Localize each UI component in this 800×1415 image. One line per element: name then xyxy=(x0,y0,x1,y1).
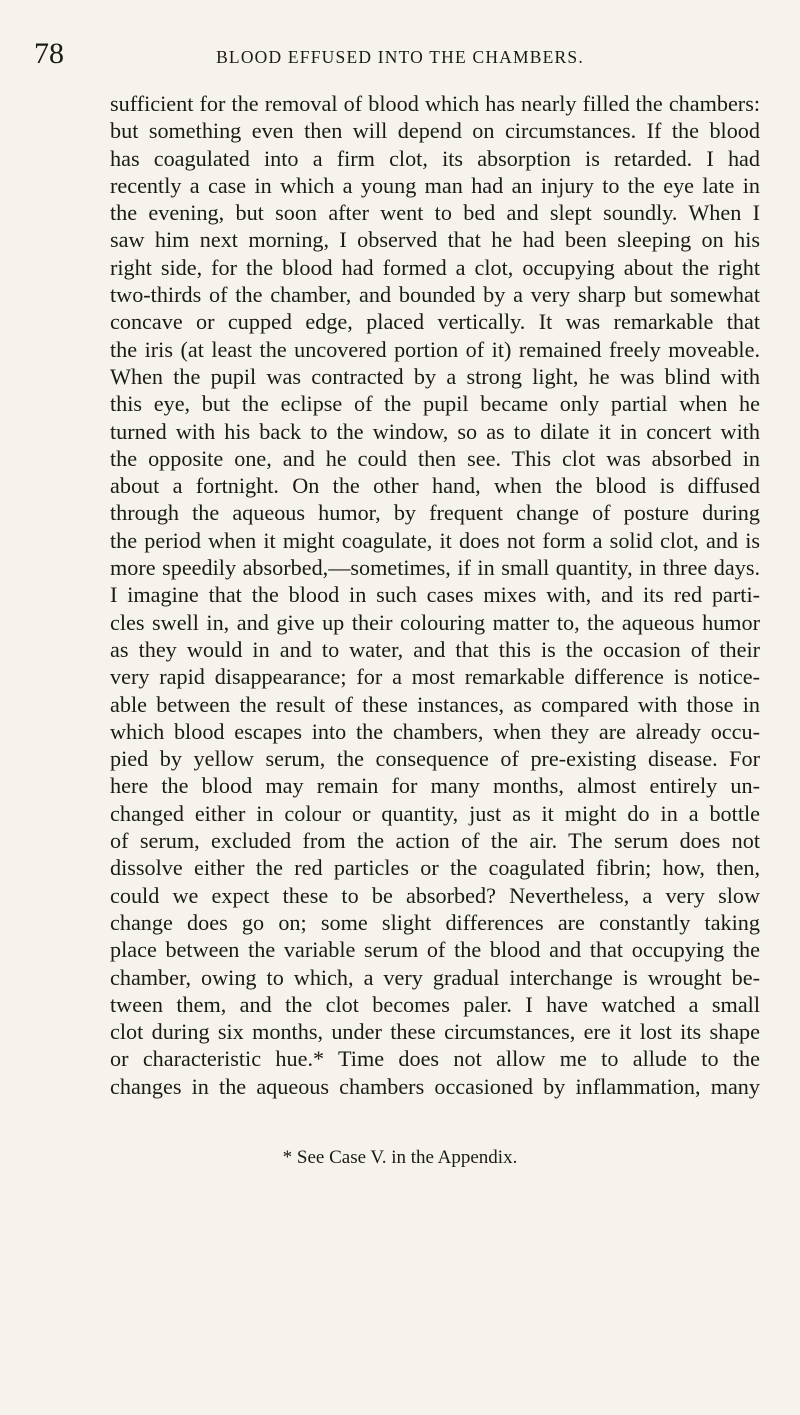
text-line: turned with his back to the window, so as to dilate it in concert with xyxy=(110,418,760,444)
text-line: change does go on; some slight differences are constantly taking xyxy=(110,909,760,935)
text-line: changes in the aqueous chambers occasioned by inflammation, many xyxy=(110,1073,760,1099)
text-line: concave or cupped edge, placed vertically. It was remarkable that xyxy=(110,309,760,335)
text-line: changed either in colour or quantity, just as it might do in a bottle xyxy=(110,800,760,826)
text-line: very rapid disappearance; for a most remarkable difference is notice- xyxy=(110,664,760,690)
text-line: place between the variable serum of the blood and that occupying the xyxy=(110,937,760,963)
text-line: more speedily absorbed,—sometimes, if in small quantity, in three days. xyxy=(110,555,760,581)
text-line: the opposite one, and he could then see. This clot was absorbed in xyxy=(110,445,760,471)
text-line: two-thirds of the chamber, and bounded by a very sharp but somewhat xyxy=(110,282,760,308)
text-line: dissolve either the red particles or the coagulated fibrin; how, then, xyxy=(110,855,760,881)
text-line: chamber, owing to which, a very gradual interchange is wrought be- xyxy=(110,964,760,990)
text-line: here the blood may remain for many months, almost entirely un- xyxy=(110,773,760,799)
text-line: pied by yellow serum, the consequence of pre-existing disease. For xyxy=(110,746,760,772)
text-line: tween them, and the clot becomes paler. I have watched a small xyxy=(110,991,760,1017)
text-line: this eye, but the eclipse of the pupil became only partial when he xyxy=(110,391,760,417)
text-line: has coagulated into a firm clot, its absorption is retarded. I had xyxy=(110,145,760,171)
text-line: of serum, excluded from the action of the air. The serum does not xyxy=(110,828,760,854)
body-text xyxy=(110,90,760,1100)
text-line: about a fortnight. On the other hand, when the blood is diffused xyxy=(110,473,760,499)
text-line: able between the result of these instances, as compared with those in xyxy=(110,691,760,717)
text-line: clot during six months, under these circumstances, ere it lost its shape xyxy=(110,1019,760,1045)
text-line: recently a case in which a young man had an injury to the eye late in xyxy=(110,172,760,198)
text-line: but something even then will depend on circumstances. If the blood xyxy=(110,118,760,144)
text-line: I imagine that the blood in such cases mixes with, and its red parti- xyxy=(110,582,760,608)
text-line: the iris (at least the uncovered portion of it) remained freely moveable. xyxy=(110,336,760,362)
text-line: When the pupil was contracted by a strong light, he was blind with xyxy=(110,363,760,389)
running-head: BLOOD EFFUSED INTO THE CHAMBERS. xyxy=(216,47,584,67)
footnote: * See Case V. in the Appendix. xyxy=(282,1147,518,1168)
text-line: or characteristic hue.* Time does not allow me to allude to the xyxy=(110,1046,760,1072)
text-line: sufficient for the removal of blood which has nearly filled the chambers: xyxy=(110,91,760,116)
text-line: the evening, but soon after went to bed and slept soundly. When I xyxy=(110,200,760,226)
text-line: cles swell in, and give up their colouring matter to, the aqueous humor xyxy=(110,609,760,635)
text-line: the period when it might coagulate, it does not form a solid clot, and is xyxy=(110,527,760,553)
text-line: right side, for the blood had formed a clot, occupying about the right xyxy=(110,254,760,280)
text-line: saw him next morning, I observed that he had been sleeping on his xyxy=(110,227,760,253)
text-line: which blood escapes into the chambers, when they are already occu- xyxy=(110,718,760,744)
text-line: could we expect these to be absorbed? Nevertheless, a very slow xyxy=(110,882,760,908)
text-line: through the aqueous humor, by frequent change of posture during xyxy=(110,500,760,526)
text-line: as they would in and to water, and that this is the occasion of their xyxy=(110,636,760,662)
page-number: 78 xyxy=(34,37,64,70)
